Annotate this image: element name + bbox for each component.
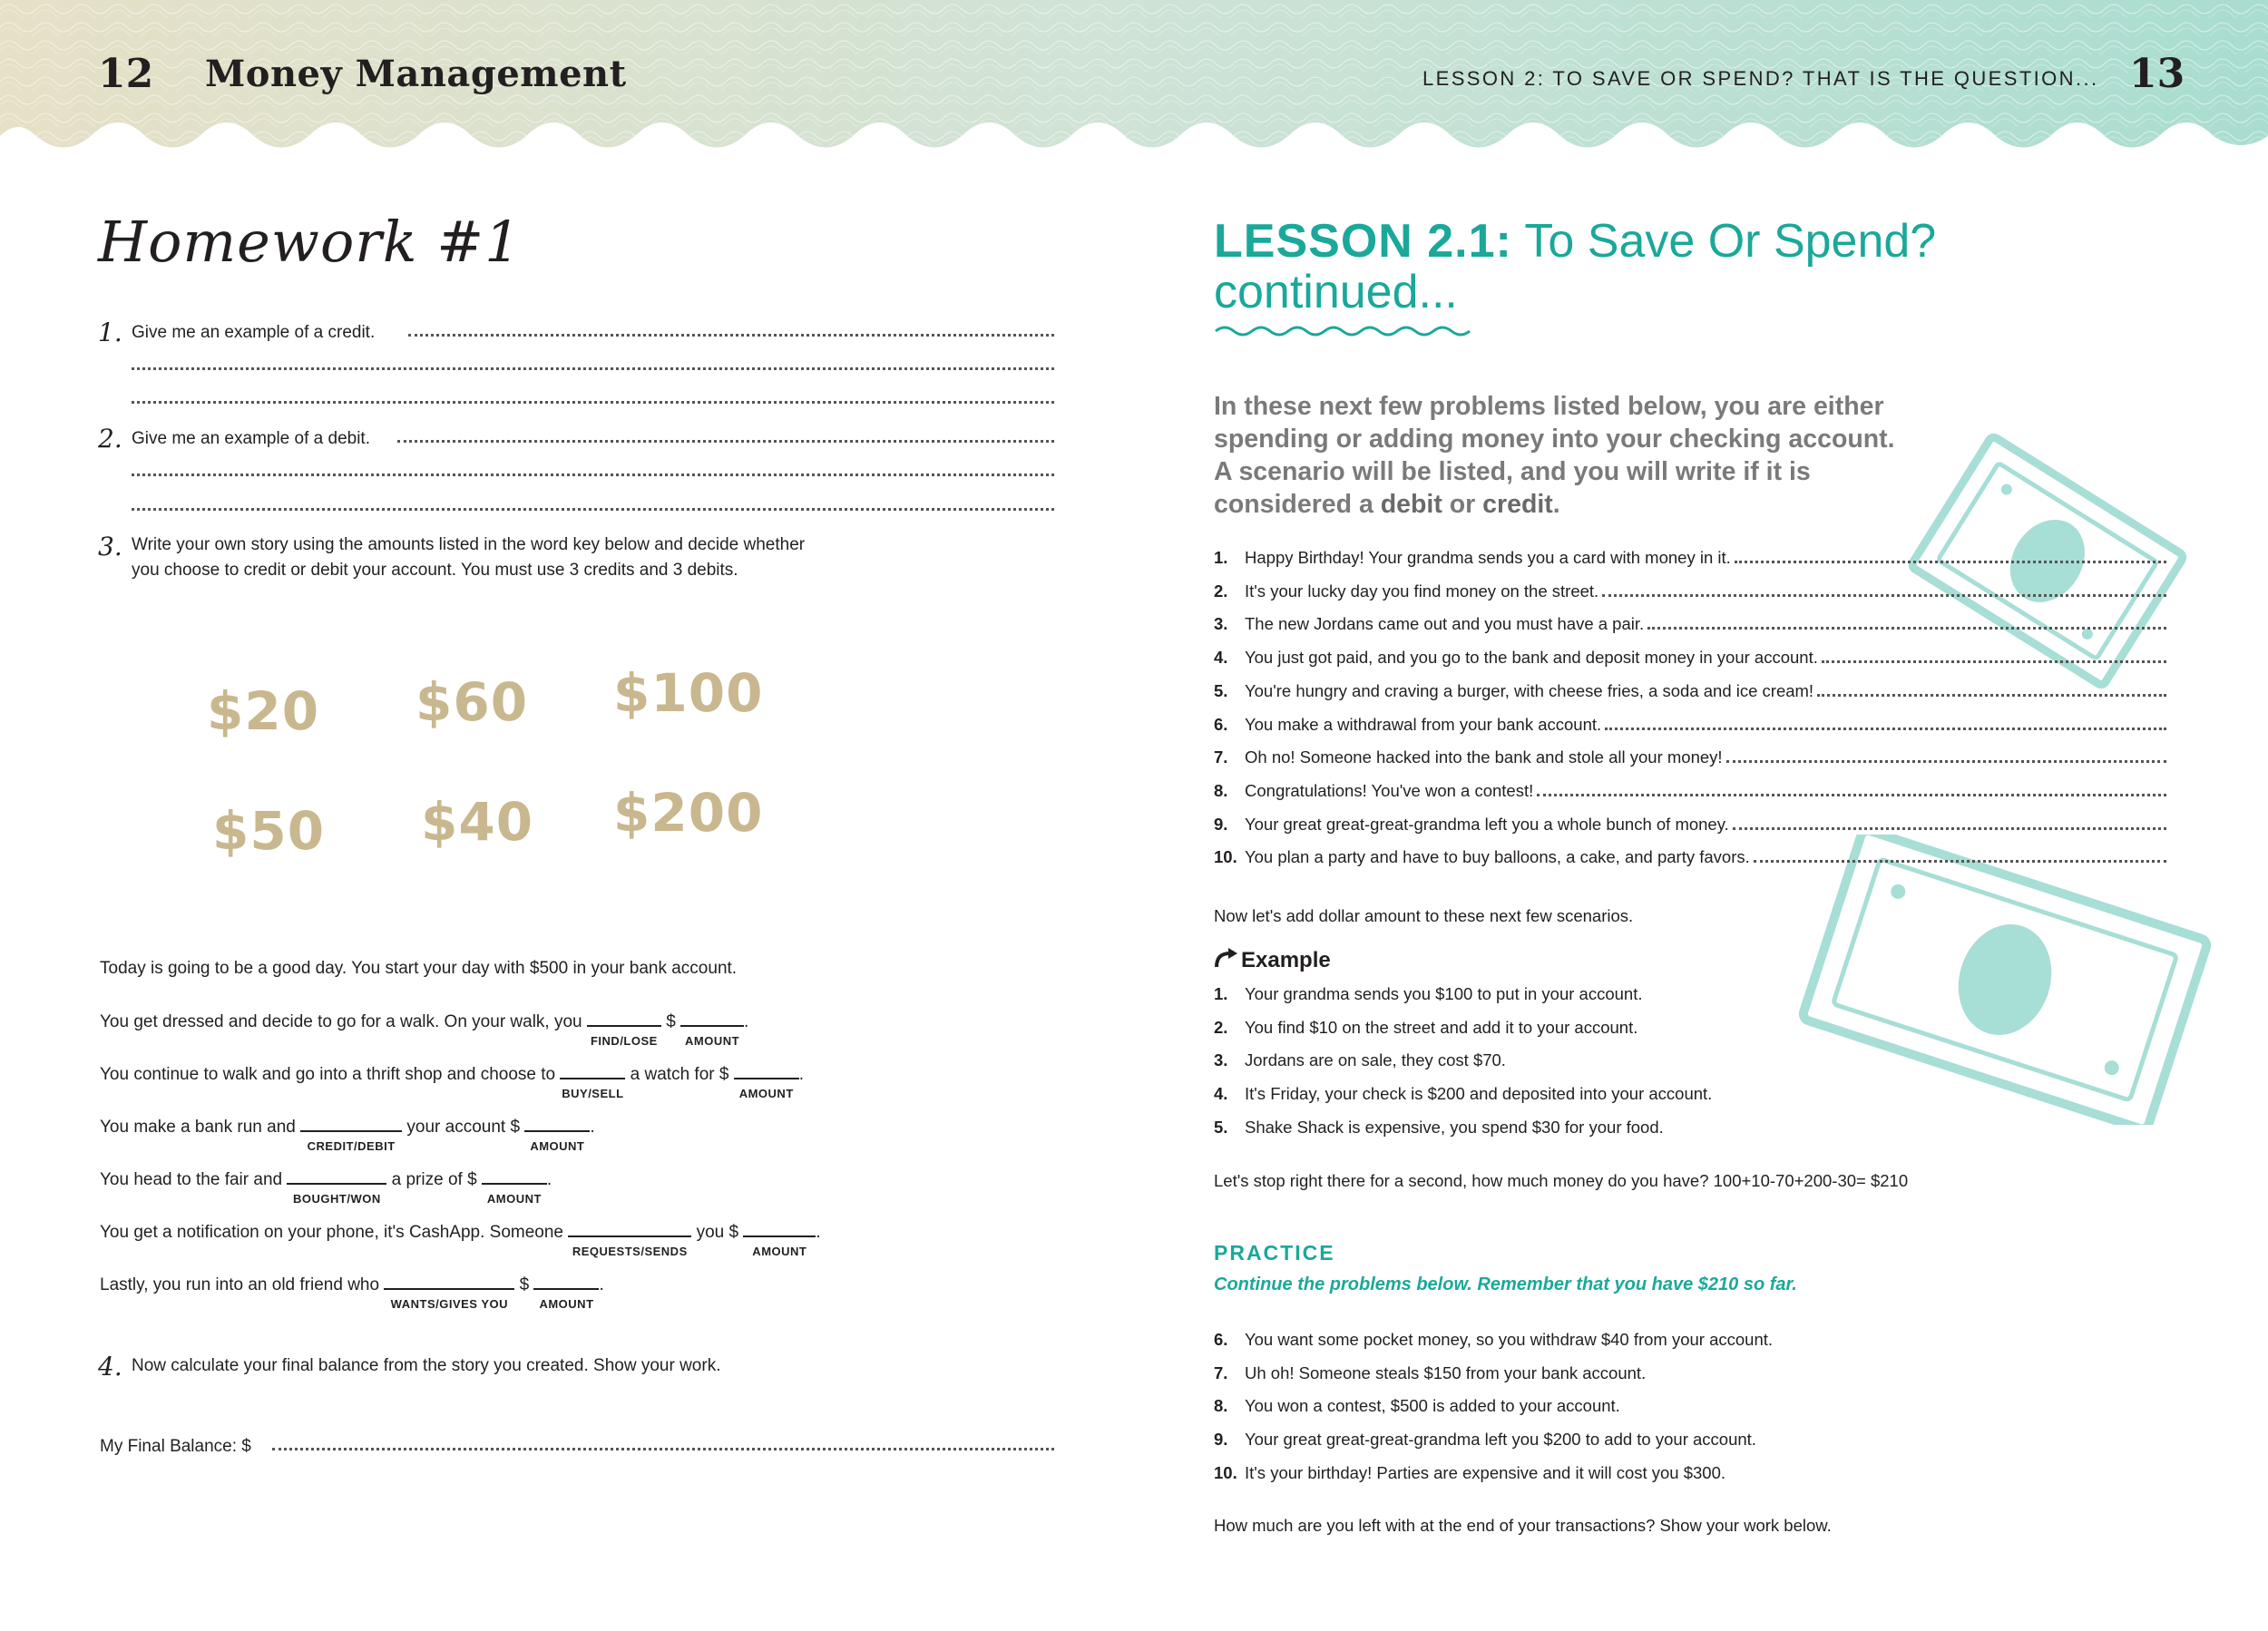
fill-blank[interactable] xyxy=(300,1116,402,1153)
credit-term: credit xyxy=(1482,490,1553,519)
story-line xyxy=(100,1221,821,1258)
item-number: 4. xyxy=(1214,1084,1228,1104)
answer-line[interactable] xyxy=(1822,660,2166,663)
blank-label: BUY/SELL xyxy=(562,1087,624,1100)
story-text: a watch for $ xyxy=(630,1065,729,1084)
wavy-underline xyxy=(1214,323,1479,339)
list-item xyxy=(1214,1083,1712,1105)
closing-question: How much are you left with at the end of your transactions? Show your work below. xyxy=(1214,1516,1832,1535)
fill-blank[interactable] xyxy=(680,1011,744,1048)
answer-line[interactable] xyxy=(1537,794,2166,796)
answer-line[interactable] xyxy=(408,334,1054,337)
final-balance-line[interactable] xyxy=(272,1448,1054,1450)
practice-heading: PRACTICE xyxy=(1214,1241,1335,1265)
story-line xyxy=(100,1063,805,1100)
blank-label: AMOUNT xyxy=(530,1139,585,1153)
question-number: 2. xyxy=(98,424,122,454)
item-text: You plan a party and have to buy balloons, a cake, and party favors. xyxy=(1245,847,1750,867)
list-item xyxy=(1214,1395,1620,1417)
item-number: 8. xyxy=(1214,1396,1228,1416)
item-number: 5. xyxy=(1214,680,1228,700)
intro-line: In these next few problems listed below, you are either xyxy=(1214,392,1884,421)
blank-label: REQUESTS/SENDS xyxy=(572,1245,688,1258)
item-text: You just got paid, and you go to the bank and deposit money in your account. xyxy=(1245,648,1818,668)
fill-blank[interactable] xyxy=(482,1168,547,1206)
list-item xyxy=(1214,547,1731,569)
item-number: 7. xyxy=(1214,747,1228,767)
answer-line[interactable] xyxy=(132,401,1054,404)
item-text: Your grandma sends you $100 to put in your account. xyxy=(1245,984,1643,1003)
story-text: You continue to walk and go into a thrift shop and choose to xyxy=(100,1065,556,1084)
blank-label: AMOUNT xyxy=(685,1034,740,1048)
story-line xyxy=(100,1116,595,1153)
fill-blank[interactable] xyxy=(533,1274,599,1311)
story-text: . xyxy=(590,1118,595,1137)
question-number: 4. xyxy=(98,1352,122,1382)
list-item xyxy=(1214,1462,1725,1484)
item-text: Jordans are on sale, they cost $70. xyxy=(1245,1050,1506,1070)
item-number: 4. xyxy=(1214,648,1228,668)
question-text: Give me an example of a debit. xyxy=(132,429,370,448)
blank-label: BOUGHT/WON xyxy=(293,1192,381,1206)
debit-term: debit xyxy=(1380,490,1442,519)
story-text: . xyxy=(599,1275,604,1294)
list-item xyxy=(1214,680,1813,702)
fill-blank[interactable] xyxy=(287,1168,386,1206)
item-number: 2. xyxy=(1214,1017,1228,1037)
item-text: You want some pocket money, so you withdraw $40 from your account. xyxy=(1245,1330,1774,1349)
homework-title: Homework #1 xyxy=(98,209,522,275)
answer-line[interactable] xyxy=(1647,627,2166,630)
story-line xyxy=(100,1274,604,1311)
item-number: 10. xyxy=(1214,1462,1237,1482)
item-text: Happy Birthday! Your grandma sends you a card with money in it. xyxy=(1245,548,1731,567)
guilloche-pattern xyxy=(0,0,2268,200)
lesson-title-line: To Save Or Spend? xyxy=(1524,215,1937,268)
item-number: 8. xyxy=(1214,780,1228,800)
answer-line[interactable] xyxy=(1735,561,2166,563)
item-text: Oh no! Someone hacked into the bank and stole all your money! xyxy=(1245,747,1723,767)
item-number: 9. xyxy=(1214,814,1228,834)
item-number: 7. xyxy=(1214,1362,1228,1382)
list-item xyxy=(1214,814,1729,835)
word-key-amount: $60 xyxy=(415,671,529,733)
item-number: 3. xyxy=(1214,614,1228,634)
story-text: $ xyxy=(519,1275,530,1294)
story-text: Lastly, you run into an old friend who xyxy=(100,1275,380,1294)
lesson-title xyxy=(1214,216,1936,317)
story-text: $ xyxy=(666,1012,676,1031)
list-item xyxy=(1214,714,1601,736)
list-item xyxy=(1214,747,1723,768)
lesson-intro xyxy=(1214,390,1958,521)
list-item xyxy=(1214,647,1818,669)
practice-instructions: Continue the problems below. Remember that you have $210 so far. xyxy=(1214,1275,1797,1294)
fill-blank[interactable] xyxy=(568,1221,691,1258)
dollar-bill-illustration xyxy=(1787,835,2223,1125)
list-item xyxy=(1214,1429,1756,1450)
question-text: Give me an example of a credit. xyxy=(132,323,376,342)
blank-label: CREDIT/DEBIT xyxy=(307,1139,396,1153)
item-text: Congratulations! You've won a contest! xyxy=(1245,780,1534,800)
story-text: You head to the fair and xyxy=(100,1170,283,1189)
answer-line[interactable] xyxy=(397,440,1054,443)
item-text: Shake Shack is expensive, you spend $30 for your food. xyxy=(1245,1117,1664,1137)
running-head: LESSON 2: TO SAVE OR SPEND? THAT IS THE QUESTION... xyxy=(1422,67,2099,90)
fill-blank[interactable] xyxy=(384,1274,514,1311)
item-text: It's your lucky day you find money on the street. xyxy=(1245,581,1599,601)
answer-line[interactable] xyxy=(1733,827,2166,830)
word-key-amount: $50 xyxy=(212,800,326,862)
blank-label: AMOUNT xyxy=(738,1087,794,1100)
item-number: 3. xyxy=(1214,1050,1228,1070)
lesson-label: LESSON 2.1: xyxy=(1214,215,1512,268)
item-text: The new Jordans came out and you must have a pair. xyxy=(1245,614,1645,634)
list-item xyxy=(1214,613,1644,635)
item-text: You won a contest, $500 is added to your account. xyxy=(1245,1396,1620,1416)
item-text: Your great great-great-grandma left you $200 to add to your account. xyxy=(1245,1430,1756,1450)
question-text: Now calculate your final balance from the story you created. Show your work. xyxy=(132,1356,721,1375)
word-key-amount: $20 xyxy=(207,680,320,742)
story-text: You get dressed and decide to go for a walk. On your walk, you xyxy=(100,1012,582,1031)
book-title: Money Management xyxy=(205,53,627,95)
final-balance-label: My Final Balance: $ xyxy=(100,1437,251,1456)
item-text: You make a withdrawal from your bank account. xyxy=(1245,714,1602,734)
question-number: 1. xyxy=(98,317,122,347)
question-text: you choose to credit or debit your account. You must use 3 credits and 3 debits. xyxy=(132,561,738,580)
example-heading xyxy=(1214,947,1331,975)
blank-label: WANTS/GIVES YOU xyxy=(390,1297,509,1311)
fill-blank[interactable] xyxy=(743,1221,816,1258)
item-text: You're hungry and craving a burger, with cheese fries, a soda and ice cream! xyxy=(1245,680,1814,700)
question-number: 3. xyxy=(98,532,122,562)
item-number: 2. xyxy=(1214,581,1228,601)
item-text: Your great great-great-grandma left you a whole bunch of money. xyxy=(1245,814,1729,834)
item-number: 6. xyxy=(1214,714,1228,734)
left-page-number: 12 xyxy=(98,51,154,97)
blank-label: AMOUNT xyxy=(486,1192,542,1206)
item-text: You find $10 on the street and add it to your account. xyxy=(1245,1017,1638,1037)
story-text: you $ xyxy=(696,1223,739,1242)
intro-line: spending or adding money into your checking account. xyxy=(1214,425,1895,454)
right-page-number: 13 xyxy=(2129,51,2185,97)
blank-label: AMOUNT xyxy=(752,1245,807,1258)
curved-arrow-icon xyxy=(1214,947,1241,975)
list-item xyxy=(1214,1017,1637,1039)
item-text: It's your birthday! Parties are expensive and it will cost you $300. xyxy=(1245,1462,1726,1482)
story-text: your account $ xyxy=(406,1118,521,1137)
answer-line[interactable] xyxy=(1817,694,2166,697)
fill-blank[interactable] xyxy=(587,1011,661,1048)
word-key-amount: $40 xyxy=(421,791,534,853)
list-item xyxy=(1214,1362,1646,1384)
answer-line[interactable] xyxy=(132,508,1054,511)
list-item xyxy=(1214,780,1533,802)
answer-line[interactable] xyxy=(1726,760,2166,763)
dollar-intro: Now let's add dollar amount to these next few scenarios. xyxy=(1214,906,1634,925)
list-item xyxy=(1214,581,1598,602)
fill-blank[interactable] xyxy=(560,1063,625,1100)
answer-line[interactable] xyxy=(132,367,1054,370)
answer-line[interactable] xyxy=(132,474,1054,476)
answer-line[interactable] xyxy=(1602,594,2166,597)
example-label: Example xyxy=(1241,947,1331,972)
balance-check: Let's stop right there for a second, how much money do you have? 100+10-70+200-30= $210 xyxy=(1214,1171,1909,1190)
item-text: Uh oh! Someone steals $150 from your bank account. xyxy=(1245,1362,1647,1382)
item-number: 1. xyxy=(1214,984,1228,1003)
question-text: Write your own story using the amounts listed in the word key below and decide whether xyxy=(132,535,806,554)
list-item xyxy=(1214,1050,1506,1071)
blank-label: FIND/LOSE xyxy=(590,1034,658,1048)
story-line xyxy=(100,1011,749,1048)
story-text: . xyxy=(546,1170,552,1189)
story-line xyxy=(100,1168,552,1206)
story-text: . xyxy=(798,1065,805,1084)
list-item xyxy=(1214,1117,1664,1138)
list-item xyxy=(1214,983,1642,1005)
blank-label: AMOUNT xyxy=(539,1297,594,1311)
answer-line[interactable] xyxy=(1754,860,2166,863)
item-number: 5. xyxy=(1214,1117,1228,1137)
item-text: It's Friday, your check is $200 and deposited into your account. xyxy=(1245,1084,1713,1104)
intro-line: considered a debit or credit. xyxy=(1214,490,1560,519)
story-text: . xyxy=(816,1223,821,1242)
fill-blank[interactable] xyxy=(734,1063,799,1100)
lesson-title-line: continued... xyxy=(1214,266,1458,318)
story-intro: Today is going to be a good day. You start your day with $500 in your bank account. xyxy=(100,959,738,978)
list-item xyxy=(1214,1329,1773,1351)
item-number: 9. xyxy=(1214,1430,1228,1450)
answer-line[interactable] xyxy=(1605,728,2166,730)
item-number: 6. xyxy=(1214,1330,1228,1349)
fill-blank[interactable] xyxy=(524,1116,590,1153)
word-key-amount: $200 xyxy=(613,782,764,844)
story-text: You make a bank run and xyxy=(100,1118,296,1137)
list-item xyxy=(1214,846,1750,868)
story-text: . xyxy=(744,1012,749,1031)
story-text: a prize of $ xyxy=(391,1170,477,1189)
word-key-amount: $100 xyxy=(613,662,764,724)
story-text: You get a notification on your phone, it's CashApp. Someone xyxy=(100,1223,563,1242)
item-number: 10. xyxy=(1214,847,1237,867)
intro-line: A scenario will be listed, and you will write if it is xyxy=(1214,457,1811,486)
item-number: 1. xyxy=(1214,548,1228,567)
header-band xyxy=(0,0,2268,200)
